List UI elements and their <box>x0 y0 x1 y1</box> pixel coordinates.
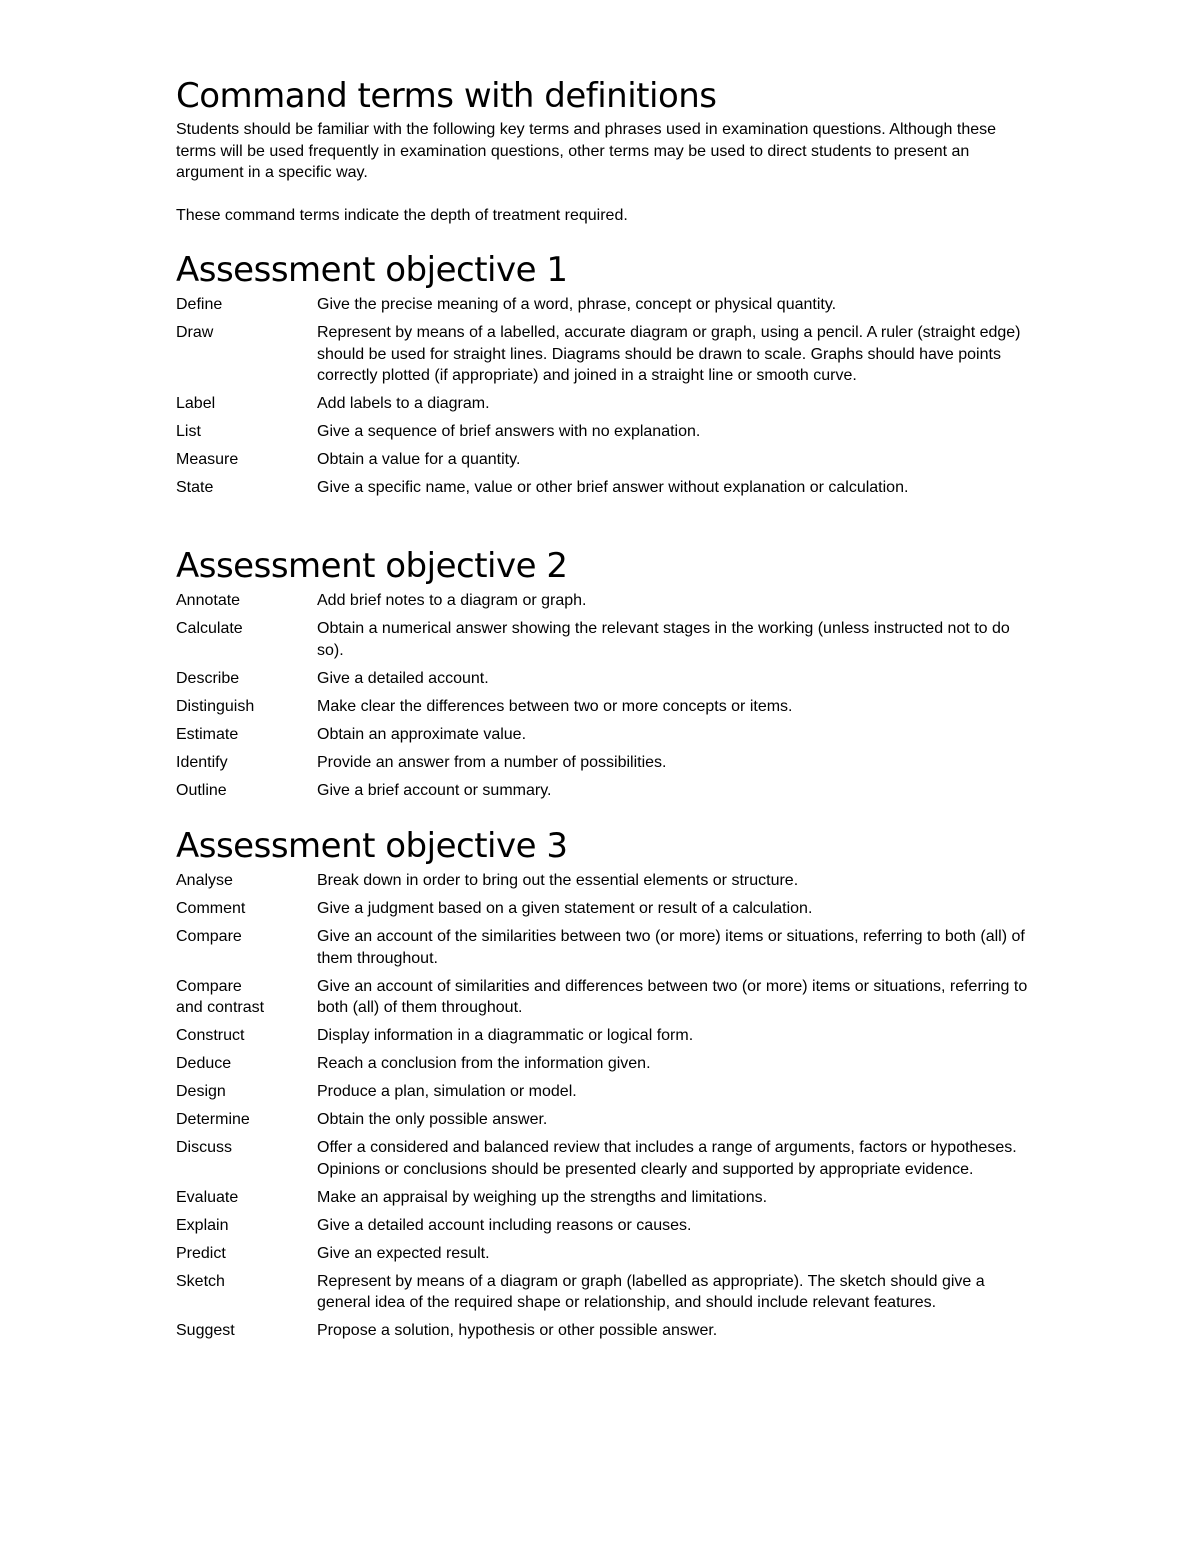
term-row <box>176 926 1036 969</box>
section-heading: Assessment objective 3 <box>176 826 568 866</box>
command-term: Annotate <box>176 592 241 609</box>
command-term: Evaluate <box>176 1188 239 1206</box>
command-term: Estimate <box>176 725 239 743</box>
term-row <box>176 449 1036 471</box>
term-definition: Give an account of the similarities between two (or more) items or situations, referring to both (all) of them throughout. <box>317 928 1025 967</box>
term-definition: Display information in a diagrammatic or logical form. <box>317 1027 694 1044</box>
term-row <box>176 1053 1036 1075</box>
section-assessment-objective-1 <box>176 250 1036 505</box>
command-term: Discuss <box>176 1139 233 1156</box>
term-definition: Represent by means of a labelled, accurate diagram or graph, using a pencil. A ruler (straight edge) should be used for straight lines. Diagrams should be drawn to scale. Graphs should have points correctly plotted (if appropriate) and joined in a straight line or smooth curve. <box>317 324 1021 384</box>
term-row <box>176 724 1036 746</box>
section-heading: Assessment objective 2 <box>176 546 568 586</box>
term-list <box>176 870 1036 1342</box>
term-definition: Give an expected result. <box>317 1244 490 1262</box>
command-term: Compare <box>176 928 242 945</box>
term-definition: Give a sequence of brief answers with no explanation. <box>317 423 701 440</box>
term-row <box>176 421 1036 443</box>
command-term: Comment <box>176 900 246 917</box>
term-definition: Offer a considered and balanced review that includes a range of arguments, factors or hypotheses. Opinions or conclusions should be presented clearly and supported by appropriate evidence. <box>317 1139 1017 1178</box>
term-definition: Add labels to a diagram. <box>317 395 490 412</box>
section-heading: Assessment objective 1 <box>176 250 568 290</box>
intro-note: These command terms indicate the depth of treatment required. <box>176 207 628 224</box>
term-definition: Obtain a numerical answer showing the relevant stages in the working (unless instructed not to do so). <box>317 620 1010 659</box>
command-term: Explain <box>176 1216 229 1234</box>
command-term: Define <box>176 296 223 313</box>
command-term: Determine <box>176 1111 250 1128</box>
term-row <box>176 1025 1036 1047</box>
term-row <box>176 1271 1036 1314</box>
command-term: State <box>176 479 214 496</box>
command-term: Design <box>176 1083 226 1100</box>
command-term: Measure <box>176 451 239 468</box>
command-term: Label <box>176 395 216 412</box>
command-term: Identify <box>176 753 228 771</box>
term-row <box>176 477 1036 499</box>
command-term: Distinguish <box>176 697 255 715</box>
term-definition: Give a specific name, value or other brief answer without explanation or calculation. <box>317 479 909 496</box>
term-row <box>176 976 1036 1019</box>
term-definition: Make an appraisal by weighing up the strengths and limitations. <box>317 1188 768 1206</box>
command-term: Describe <box>176 669 240 687</box>
term-row <box>176 1187 1036 1209</box>
term-row <box>176 1081 1036 1103</box>
command-term: Deduce <box>176 1055 232 1072</box>
command-term: Sketch <box>176 1272 225 1290</box>
term-row <box>176 870 1036 892</box>
term-row <box>176 1109 1036 1131</box>
term-definition: Propose a solution, hypothesis or other possible answer. <box>317 1322 718 1339</box>
term-definition: Give a detailed account. <box>317 669 489 687</box>
term-row <box>176 898 1036 920</box>
term-row <box>176 1243 1036 1265</box>
command-term: Compare and contrast <box>176 977 265 1016</box>
command-term: Construct <box>176 1027 245 1044</box>
term-definition: Represent by means of a diagram or graph (labelled as appropriate). The sketch should give a general idea of the required shape or relationship, and should include relevant features. <box>317 1272 985 1311</box>
term-definition: Add brief notes to a diagram or graph. <box>317 592 587 609</box>
term-definition: Reach a conclusion from the information given. <box>317 1055 651 1072</box>
term-row <box>176 1320 1036 1342</box>
term-row <box>176 590 1036 612</box>
term-row <box>176 294 1036 316</box>
term-definition: Give a detailed account including reasons or causes. <box>317 1216 692 1234</box>
command-term: Analyse <box>176 872 233 889</box>
command-term: Calculate <box>176 620 243 637</box>
command-term: Suggest <box>176 1322 235 1339</box>
term-row <box>176 1137 1036 1180</box>
command-term: Draw <box>176 324 214 341</box>
term-row <box>176 696 1036 718</box>
term-list <box>176 294 1036 499</box>
term-definition: Give an account of similarities and differences between two (or more) items or situations, referring to both (all) of them throughout. <box>317 977 1028 1016</box>
term-definition: Obtain an approximate value. <box>317 725 527 743</box>
intro-paragraph: Students should be familiar with the following key terms and phrases used in examination questions. Although these terms will be used frequently in examination questions, other terms may be used to direct students to present an argument in a specific way. <box>176 121 997 181</box>
term-definition: Break down in order to bring out the essential elements or structure. <box>317 872 799 889</box>
term-row <box>176 668 1036 690</box>
term-definition: Give a judgment based on a given statement or result of a calculation. <box>317 900 813 917</box>
page-title: Command terms with definitions <box>176 76 717 116</box>
term-definition: Obtain the only possible answer. <box>317 1111 548 1128</box>
term-list <box>176 590 1036 801</box>
term-definition: Make clear the differences between two or more concepts or items. <box>317 697 793 715</box>
command-term: List <box>176 423 201 440</box>
term-definition: Give a brief account or summary. <box>317 781 552 799</box>
term-definition: Obtain a value for a quantity. <box>317 451 521 468</box>
term-definition: Provide an answer from a number of possibilities. <box>317 753 667 771</box>
command-term: Outline <box>176 781 227 799</box>
term-row <box>176 1215 1036 1237</box>
term-row <box>176 752 1036 774</box>
command-term: Predict <box>176 1244 226 1262</box>
section-assessment-objective-2 <box>176 546 1036 808</box>
section-assessment-objective-3 <box>176 826 1036 1348</box>
term-definition: Give the precise meaning of a word, phrase, concept or physical quantity. <box>317 296 837 313</box>
term-row <box>176 393 1036 415</box>
term-definition: Produce a plan, simulation or model. <box>317 1083 577 1100</box>
term-row <box>176 780 1036 802</box>
term-row <box>176 618 1036 661</box>
term-row <box>176 322 1036 387</box>
